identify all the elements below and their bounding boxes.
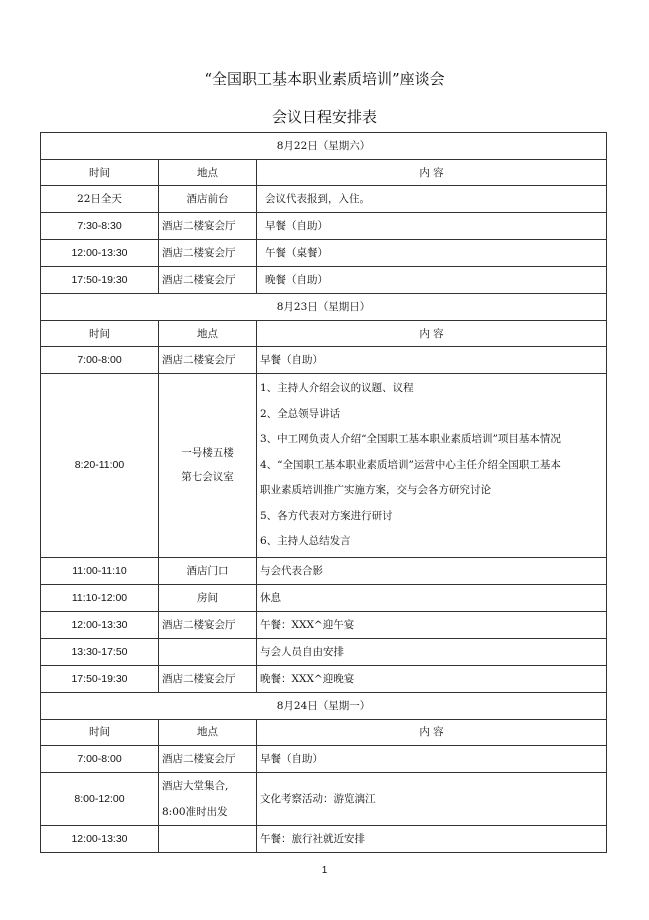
table-row	[41, 267, 607, 294]
table-row	[41, 772, 607, 825]
row-content: 早餐（自助）	[257, 745, 607, 772]
agenda-item: 2、全总领导讲话	[260, 407, 341, 420]
document-subtitle: 会议日程安排表	[271, 108, 377, 126]
row-time: 12:00-13:30	[41, 611, 159, 638]
row-place	[159, 374, 257, 558]
row-content: 文化考察活动：游览漓江	[257, 772, 607, 825]
table-row	[41, 347, 607, 374]
row-place: 酒店二楼宴会厅	[159, 213, 257, 240]
table-row	[41, 557, 607, 584]
row-time: 8:00-12:00	[41, 772, 159, 825]
row-place: 酒店二楼宴会厅	[159, 611, 257, 638]
row-content: 午餐：旅行社就近安排	[257, 825, 607, 852]
header-place: 地点	[159, 719, 257, 745]
row-content: 早餐（自助）	[257, 347, 607, 374]
row-place: 酒店前台	[159, 186, 257, 213]
row-content: 与会代表合影	[257, 557, 607, 584]
row-time: 22日全天	[41, 186, 159, 213]
day-header-row	[41, 692, 607, 719]
row-time: 7:00-8:00	[41, 745, 159, 772]
column-header-row	[41, 719, 607, 745]
table-row	[41, 374, 607, 558]
row-time: 11:10-12:00	[41, 584, 159, 611]
header-content: 内 容	[257, 160, 607, 186]
row-content: 早餐（自助）	[257, 213, 607, 240]
day-label: 8月23日（星期日）	[41, 294, 607, 321]
row-content: 与会人员自由安排	[257, 638, 607, 665]
place-line: 酒店大堂集合,	[162, 779, 229, 792]
day-label: 8月22日（星期六）	[41, 133, 607, 160]
row-place	[159, 638, 257, 665]
header-content: 内 容	[257, 719, 607, 745]
day-header-row	[41, 294, 607, 321]
header-time: 时间	[41, 160, 159, 186]
column-header-row	[41, 160, 607, 186]
column-header-row	[41, 321, 607, 347]
agenda-item: 1、主持人介绍会议的议题、议程	[260, 382, 414, 394]
row-time: 12:00-13:30	[41, 240, 159, 267]
agenda-item: 职业素质培训推广实施方案，交与会各方研究讨论	[260, 484, 491, 496]
page-number: 1	[321, 865, 328, 876]
row-place: 酒店二楼宴会厅	[159, 267, 257, 294]
document-title: “全国职工基本职业素质培训”座谈会	[204, 70, 445, 88]
agenda-item: 3、中工网负责人介绍“全国职工基本职业素质培训”项目基本情况	[260, 433, 561, 445]
header-time: 时间	[41, 321, 159, 347]
row-time: 7:30-8:30	[41, 213, 159, 240]
row-content: 休息	[257, 584, 607, 611]
row-content: 午餐：XXX^迎午宴	[257, 611, 607, 638]
place-line: 8:00准时出发	[162, 805, 228, 818]
table-row	[41, 240, 607, 267]
row-place	[159, 772, 257, 825]
row-content: 晚餐：XXX^迎晚宴	[257, 665, 607, 692]
row-time: 17:50-19:30	[41, 665, 159, 692]
row-time: 12:00-13:30	[41, 825, 159, 852]
row-place: 酒店二楼宴会厅	[159, 347, 257, 374]
row-place: 酒店二楼宴会厅	[159, 665, 257, 692]
row-time: 11:00-11:10	[41, 557, 159, 584]
table-row	[41, 611, 607, 638]
row-content	[257, 374, 607, 558]
row-time: 13:30-17:50	[41, 638, 159, 665]
place-line: 第七会议室	[181, 471, 234, 484]
row-time: 8:20-11:00	[41, 374, 159, 558]
row-time: 17:50-19:30	[41, 267, 159, 294]
schedule-table	[40, 132, 607, 853]
day-label: 8月24日（星期一）	[41, 692, 607, 719]
row-place: 酒店二楼宴会厅	[159, 240, 257, 267]
row-time: 7:00-8:00	[41, 347, 159, 374]
row-place: 酒店二楼宴会厅	[159, 745, 257, 772]
table-row	[41, 186, 607, 213]
table-row	[41, 213, 607, 240]
header-content: 内 容	[257, 321, 607, 347]
row-content: 午餐（桌餐）	[257, 240, 607, 267]
header-time: 时间	[41, 719, 159, 745]
table-row	[41, 665, 607, 692]
table-row	[41, 584, 607, 611]
row-place	[159, 825, 257, 852]
agenda-item: 6、主持人总结发言	[260, 535, 351, 547]
row-place: 酒店门口	[159, 557, 257, 584]
agenda-item: 5、各方代表对方案进行研讨	[260, 509, 393, 522]
header-place: 地点	[159, 321, 257, 347]
agenda-item: 4、“全国职工基本职业素质培训”运营中心主任介绍全国职工基本	[260, 458, 561, 471]
header-place: 地点	[159, 160, 257, 186]
row-place: 房间	[159, 584, 257, 611]
place-line: 一号楼五楼	[181, 447, 234, 460]
table-row	[41, 638, 607, 665]
row-content: 会议代表报到，入住。	[257, 186, 607, 213]
row-content: 晚餐（自助）	[257, 267, 607, 294]
day-header-row	[41, 133, 607, 160]
table-row	[41, 825, 607, 852]
table-row	[41, 745, 607, 772]
